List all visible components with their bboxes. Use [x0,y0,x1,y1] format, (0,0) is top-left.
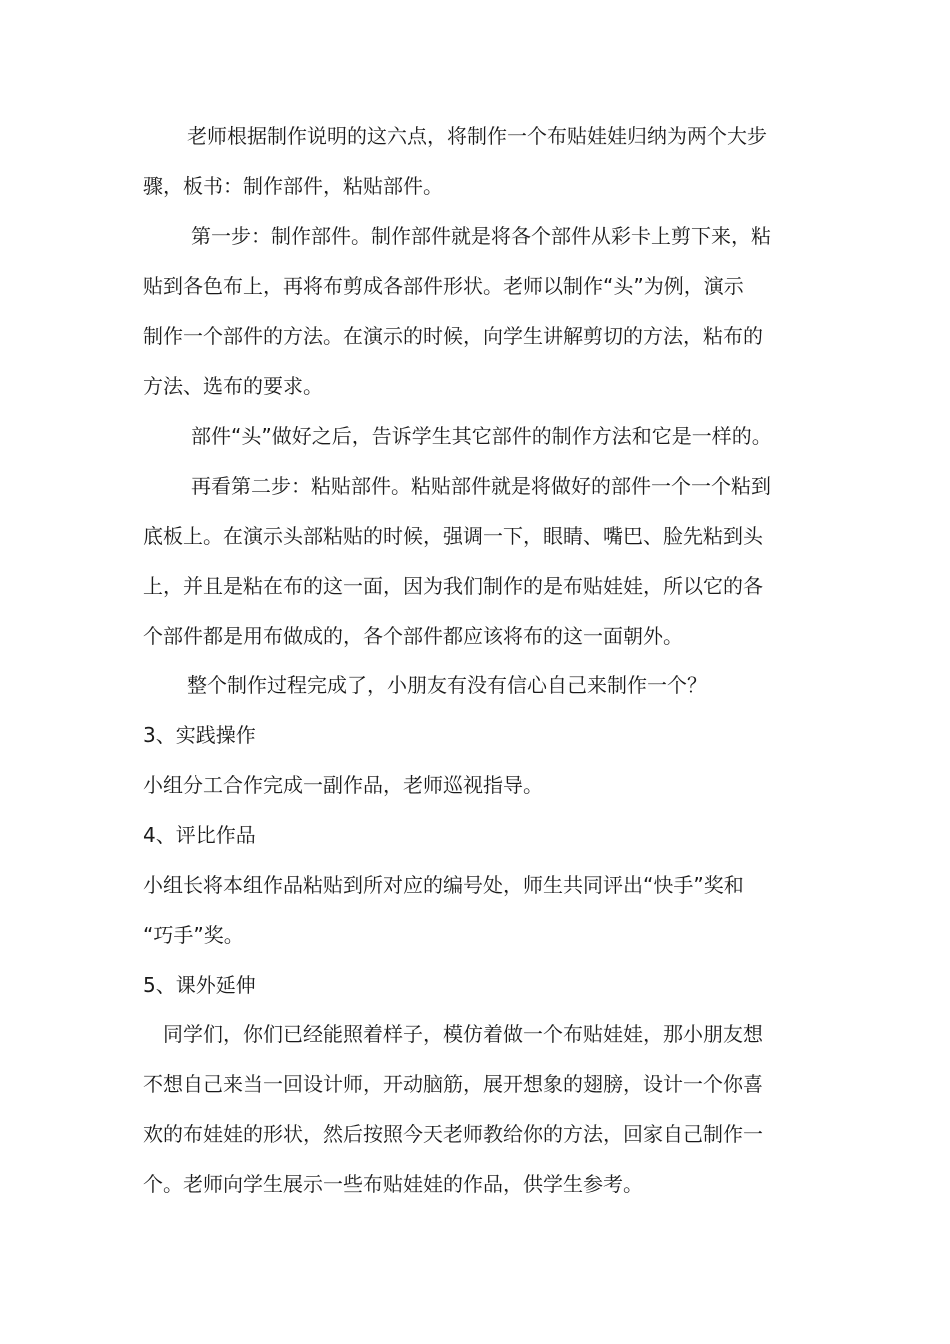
section-3-line-1: 小组分工合作完成一副作品，老师巡视指导。 [143,773,543,797]
section-4-line-2: “巧手”奖。 [143,923,244,947]
paragraph-2-line-4: 方法、选布的要求。 [143,374,323,398]
section-5-line-3: 欢的布娃娃的形状，然后按照今天老师教给你的方法，回家自己制作一 [143,1122,763,1146]
paragraph-4-line-2: 底板上。在演示头部粘贴的时候，强调一下，眼睛、嘴巴、脸先粘到头 [143,524,763,548]
section-5-line-4: 个。老师向学生展示一些布贴娃娃的作品，供学生参考。 [143,1172,643,1196]
paragraph-1-line-2: 骤，板书：制作部件，粘贴部件。 [143,174,443,198]
section-5-line-2: 不想自己来当一回设计师，开动脑筋，展开想象的翅膀，设计一个你喜 [143,1072,763,1096]
paragraph-2-line-3: 制作一个部件的方法。在演示的时候，向学生讲解剪切的方法，粘布的 [143,324,763,348]
paragraph-2-line-2: 贴到各色布上，再将布剪成各部件形状。老师以制作“头”为例，演示 [143,274,744,298]
paragraph-2-line-1: 第一步：制作部件。制作部件就是将各个部件从彩卡上剪下来，粘 [191,224,771,248]
section-5-heading: 5、课外延伸 [143,973,256,997]
paragraph-3-line-1: 部件“头”做好之后，告诉学生其它部件的制作方法和它是一样的。 [191,424,772,448]
section-4-heading: 4、评比作品 [143,823,256,847]
paragraph-1-line-1: 老师根据制作说明的这六点，将制作一个布贴娃娃归纳为两个大步 [187,124,767,148]
section-4-line-1: 小组长将本组作品粘贴到所对应的编号处，师生共同评出“快手”奖和 [143,873,744,897]
section-3-heading: 3、实践操作 [143,723,256,747]
paragraph-4-line-1: 再看第二步：粘贴部件。粘贴部件就是将做好的部件一个一个粘到 [191,474,771,498]
section-5-line-1: 同学们，你们已经能照着样子，模仿着做一个布贴娃娃，那小朋友想 [163,1022,763,1046]
paragraph-4-line-4: 个部件都是用布做成的，各个部件都应该将布的这一面朝外。 [143,624,683,648]
paragraph-4-line-3: 上，并且是粘在布的这一面，因为我们制作的是布贴娃娃，所以它的各 [143,574,763,598]
paragraph-5-line-1: 整个制作过程完成了，小朋友有没有信心自己来制作一个？ [187,673,707,697]
